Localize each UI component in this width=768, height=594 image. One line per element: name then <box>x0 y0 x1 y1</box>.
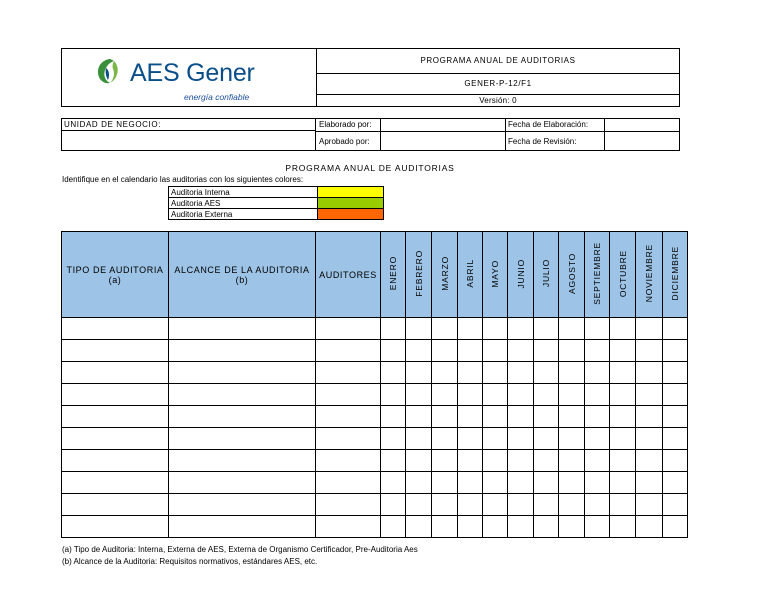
table-cell[interactable] <box>534 516 559 538</box>
table-cell[interactable] <box>169 472 316 494</box>
program-title: PROGRAMA ANUAL DE AUDITORIAS <box>285 163 455 173</box>
table-cell[interactable] <box>458 406 483 428</box>
table-cell[interactable] <box>406 318 432 340</box>
table-cell[interactable] <box>458 340 483 362</box>
logo-tagline: energía confiable <box>184 92 250 102</box>
month-header <box>585 232 610 318</box>
table-cell[interactable] <box>381 318 406 340</box>
table-cell[interactable] <box>610 516 636 538</box>
table-cell[interactable] <box>663 318 688 340</box>
legend-swatch-interna <box>318 187 384 198</box>
footnotes <box>62 544 418 568</box>
table-row <box>62 384 688 406</box>
table-cell[interactable] <box>316 428 381 450</box>
col-tipo-sub: (a) <box>108 274 122 285</box>
table-cell[interactable] <box>610 494 636 516</box>
table-cell[interactable] <box>62 516 169 538</box>
table-cell[interactable] <box>483 384 508 406</box>
table-cell[interactable] <box>508 384 534 406</box>
table-cell[interactable] <box>585 516 610 538</box>
table-cell[interactable] <box>458 428 483 450</box>
table-cell[interactable] <box>169 516 316 538</box>
table-cell[interactable] <box>169 406 316 428</box>
table-cell[interactable] <box>534 472 559 494</box>
table-cell[interactable] <box>585 362 610 384</box>
table-cell[interactable] <box>169 362 316 384</box>
table-row <box>62 516 688 538</box>
legend-label: Auditoria AES <box>169 198 318 209</box>
month-header <box>458 232 483 318</box>
document-title: PROGRAMA ANUAL DE AUDITORIAS <box>317 49 679 74</box>
table-cell[interactable] <box>585 450 610 472</box>
fecha-elaboracion-label: Fecha de Elaboración: <box>506 119 605 131</box>
table-cell[interactable] <box>585 340 610 362</box>
table-cell[interactable] <box>432 428 458 450</box>
table-row <box>62 428 688 450</box>
table-cell[interactable] <box>610 472 636 494</box>
month-label: SEPTIEMBRE <box>592 242 602 305</box>
table-cell[interactable] <box>169 318 316 340</box>
table-cell[interactable] <box>483 494 508 516</box>
table-cell[interactable] <box>483 450 508 472</box>
table-cell[interactable] <box>62 406 169 428</box>
table-cell[interactable] <box>316 494 381 516</box>
table-row <box>62 406 688 428</box>
month-label: DICIEMBRE <box>670 246 680 301</box>
document-code: GENER-P-12/F1 <box>317 74 679 95</box>
table-cell[interactable] <box>169 384 316 406</box>
month-label: MAYO <box>490 259 500 288</box>
table-cell[interactable] <box>458 318 483 340</box>
unidad-negocio-field[interactable] <box>62 131 316 150</box>
table-cell[interactable] <box>559 362 585 384</box>
table-cell[interactable] <box>559 516 585 538</box>
table-cell[interactable] <box>585 428 610 450</box>
table-cell[interactable] <box>432 318 458 340</box>
table-cell[interactable] <box>585 318 610 340</box>
month-header <box>432 232 458 318</box>
table-cell[interactable] <box>483 406 508 428</box>
table-cell[interactable] <box>458 450 483 472</box>
table-cell[interactable] <box>432 384 458 406</box>
table-cell[interactable] <box>483 428 508 450</box>
table-cell[interactable] <box>559 494 585 516</box>
table-cell[interactable] <box>663 494 688 516</box>
table-cell[interactable] <box>169 494 316 516</box>
table-cell[interactable] <box>636 428 663 450</box>
month-header <box>406 232 432 318</box>
table-cell[interactable] <box>559 406 585 428</box>
table-cell[interactable] <box>62 318 169 340</box>
table-cell[interactable] <box>458 516 483 538</box>
table-cell[interactable] <box>458 494 483 516</box>
table-header-row <box>62 232 688 318</box>
unit-table <box>61 118 680 151</box>
legend-row-interna <box>169 187 384 198</box>
table-cell[interactable] <box>62 362 169 384</box>
table-cell[interactable] <box>559 472 585 494</box>
month-header <box>636 232 663 318</box>
table-cell[interactable] <box>483 340 508 362</box>
table-cell[interactable] <box>534 406 559 428</box>
logo-area <box>62 49 317 106</box>
table-cell[interactable] <box>636 362 663 384</box>
table-cell[interactable] <box>610 384 636 406</box>
legend-swatch-aes <box>318 198 384 209</box>
table-cell[interactable] <box>381 472 406 494</box>
audit-calendar-table <box>61 231 688 538</box>
table-cell[interactable] <box>508 472 534 494</box>
table-cell[interactable] <box>62 340 169 362</box>
table-cell[interactable] <box>636 472 663 494</box>
table-cell[interactable] <box>610 428 636 450</box>
table-cell[interactable] <box>559 318 585 340</box>
table-cell[interactable] <box>534 318 559 340</box>
table-cell[interactable] <box>381 384 406 406</box>
table-cell[interactable] <box>508 318 534 340</box>
table-cell[interactable] <box>636 516 663 538</box>
table-cell[interactable] <box>483 472 508 494</box>
aprobado-label: Aprobado por: <box>316 131 381 150</box>
fecha-revision-label: Fecha de Revisión: <box>506 131 605 150</box>
month-header <box>483 232 508 318</box>
table-row <box>62 318 688 340</box>
table-cell[interactable] <box>381 406 406 428</box>
table-row <box>62 494 688 516</box>
table-cell[interactable] <box>432 340 458 362</box>
table-cell[interactable] <box>483 318 508 340</box>
table-cell[interactable] <box>636 406 663 428</box>
table-cell[interactable] <box>406 362 432 384</box>
table-cell[interactable] <box>663 472 688 494</box>
table-cell[interactable] <box>406 472 432 494</box>
table-cell[interactable] <box>663 428 688 450</box>
table-cell[interactable] <box>636 450 663 472</box>
col-auditores-label: AUDITORES <box>319 269 377 280</box>
table-cell[interactable] <box>610 406 636 428</box>
elaborado-label: Elaborado por: <box>316 119 381 131</box>
month-label: MARZO <box>439 256 450 291</box>
table-cell[interactable] <box>316 362 381 384</box>
table-cell[interactable] <box>381 340 406 362</box>
table-cell[interactable] <box>432 516 458 538</box>
col-alcance-sub: (b) <box>235 274 249 285</box>
month-label: NOVIEMBRE <box>644 244 654 303</box>
table-cell[interactable] <box>610 340 636 362</box>
document-header <box>61 48 680 107</box>
table-cell[interactable] <box>508 494 534 516</box>
table-row <box>62 472 688 494</box>
legend-label: Auditoria Externa <box>169 209 318 220</box>
document-version: Versión: 0 <box>479 96 517 105</box>
col-auditores-header <box>316 232 381 318</box>
table-cell[interactable] <box>559 340 585 362</box>
table-cell[interactable] <box>610 362 636 384</box>
col-alcance-label: ALCANCE DE LA AUDITORIA <box>174 264 310 275</box>
table-cell[interactable] <box>316 450 381 472</box>
table-cell[interactable] <box>406 340 432 362</box>
table-cell[interactable] <box>636 340 663 362</box>
col-tipo-header <box>62 232 169 318</box>
aes-leaf-icon <box>92 55 126 89</box>
month-label: ABRIL <box>465 259 475 288</box>
table-cell[interactable] <box>316 406 381 428</box>
table-cell[interactable] <box>381 362 406 384</box>
table-cell[interactable] <box>610 450 636 472</box>
legend-row-externa <box>169 209 384 220</box>
table-cell[interactable] <box>663 362 688 384</box>
aprobado-field[interactable] <box>381 131 506 150</box>
table-cell[interactable] <box>169 340 316 362</box>
instructions-text: Identifique en el calendario las auditorias con los siguientes colores: <box>62 175 304 184</box>
month-label: OCTUBRE <box>617 249 628 298</box>
table-cell[interactable] <box>458 472 483 494</box>
month-header <box>381 232 406 318</box>
table-cell[interactable] <box>636 318 663 340</box>
table-cell[interactable] <box>636 494 663 516</box>
month-header <box>508 232 534 318</box>
table-body <box>62 318 688 538</box>
table-cell[interactable] <box>534 340 559 362</box>
month-label: FEBRERO <box>413 250 424 297</box>
table-cell[interactable] <box>585 472 610 494</box>
table-cell[interactable] <box>559 384 585 406</box>
legend-swatch-externa <box>318 209 384 220</box>
month-label: ENERO <box>388 256 398 291</box>
table-cell[interactable] <box>458 384 483 406</box>
table-cell[interactable] <box>62 494 169 516</box>
table-cell[interactable] <box>458 362 483 384</box>
logo-name: AES Gener <box>130 59 255 87</box>
table-cell[interactable] <box>406 428 432 450</box>
table-cell[interactable] <box>406 384 432 406</box>
footnote-a: (a) Tipo de Auditoria: Interna, Externa de AES, Externa de Organismo Certificador, Pre-Auditoria Aes <box>62 545 418 554</box>
table-cell[interactable] <box>508 362 534 384</box>
table-row <box>62 362 688 384</box>
table-cell[interactable] <box>316 472 381 494</box>
table-cell[interactable] <box>62 428 169 450</box>
table-cell[interactable] <box>663 384 688 406</box>
table-cell[interactable] <box>62 450 169 472</box>
table-cell[interactable] <box>663 406 688 428</box>
elaborado-field[interactable] <box>381 119 506 131</box>
table-cell[interactable] <box>483 516 508 538</box>
table-cell[interactable] <box>432 450 458 472</box>
table-row <box>62 340 688 362</box>
month-header <box>559 232 585 318</box>
table-cell[interactable] <box>406 516 432 538</box>
table-cell[interactable] <box>559 428 585 450</box>
table-cell[interactable] <box>381 494 406 516</box>
header-info <box>317 49 679 106</box>
table-cell[interactable] <box>508 516 534 538</box>
table-cell[interactable] <box>559 450 585 472</box>
table-cell[interactable] <box>169 428 316 450</box>
fecha-revision-field[interactable] <box>605 131 679 150</box>
table-cell[interactable] <box>432 406 458 428</box>
table-cell[interactable] <box>432 472 458 494</box>
color-legend <box>168 186 384 220</box>
table-cell[interactable] <box>316 340 381 362</box>
table-cell[interactable] <box>534 428 559 450</box>
table-cell[interactable] <box>585 384 610 406</box>
table-cell[interactable] <box>508 406 534 428</box>
table-cell[interactable] <box>508 340 534 362</box>
month-label: JULIO <box>541 259 551 288</box>
table-cell[interactable] <box>663 450 688 472</box>
table-cell[interactable] <box>381 516 406 538</box>
table-cell[interactable] <box>663 340 688 362</box>
table-cell[interactable] <box>406 406 432 428</box>
table-cell[interactable] <box>534 450 559 472</box>
table-cell[interactable] <box>508 428 534 450</box>
table-cell[interactable] <box>508 450 534 472</box>
table-cell[interactable] <box>406 494 432 516</box>
unidad-negocio-label: UNIDAD DE NEGOCIO: <box>62 119 316 131</box>
fecha-elaboracion-field[interactable] <box>605 119 679 131</box>
table-cell[interactable] <box>432 494 458 516</box>
month-label: JUNIO <box>515 258 526 289</box>
table-cell[interactable] <box>62 472 169 494</box>
table-cell[interactable] <box>585 494 610 516</box>
table-cell[interactable] <box>534 494 559 516</box>
table-cell[interactable] <box>406 450 432 472</box>
table-cell[interactable] <box>62 384 169 406</box>
legend-label: Auditoria Interna <box>169 187 318 198</box>
table-cell[interactable] <box>585 406 610 428</box>
table-cell[interactable] <box>316 384 381 406</box>
table-cell[interactable] <box>316 318 381 340</box>
footnote-b: (b) Alcance de la Auditoria: Requisitos normativos, estándares AES, etc. <box>62 557 318 566</box>
month-header <box>534 232 559 318</box>
table-cell[interactable] <box>610 318 636 340</box>
table-cell[interactable] <box>534 384 559 406</box>
table-cell[interactable] <box>636 384 663 406</box>
month-label: AGOSTO <box>566 252 577 294</box>
month-header <box>610 232 636 318</box>
table-cell[interactable] <box>483 362 508 384</box>
col-tipo-label: TIPO DE AUDITORIA <box>66 264 164 275</box>
month-header <box>663 232 688 318</box>
table-cell[interactable] <box>534 362 559 384</box>
table-cell[interactable] <box>381 428 406 450</box>
table-cell[interactable] <box>663 516 688 538</box>
table-cell[interactable] <box>381 450 406 472</box>
col-alcance-header <box>169 232 316 318</box>
table-cell[interactable] <box>316 516 381 538</box>
table-cell[interactable] <box>169 450 316 472</box>
legend-row-aes <box>169 198 384 209</box>
table-cell[interactable] <box>432 362 458 384</box>
table-row <box>62 450 688 472</box>
